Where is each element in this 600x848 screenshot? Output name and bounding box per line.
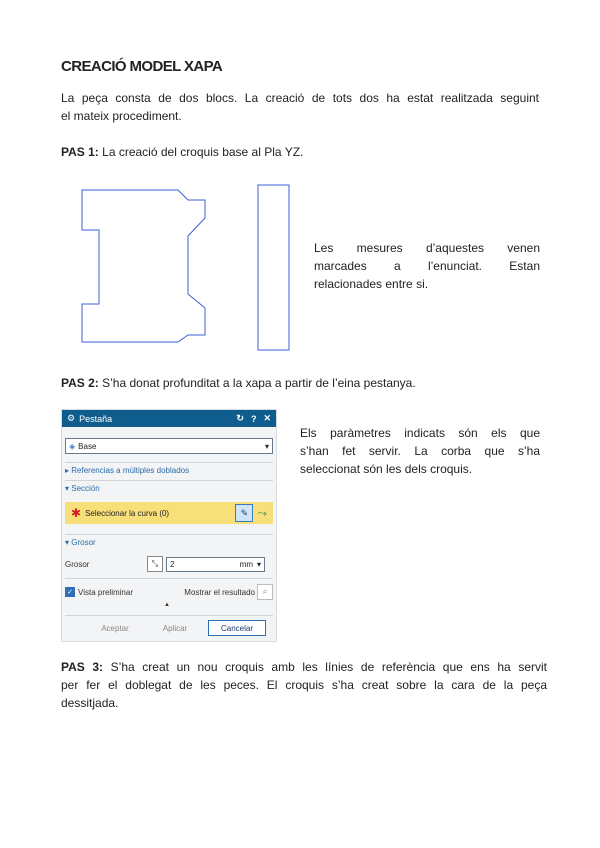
dialog-header [62, 410, 276, 427]
dialog-title: Pestaña [79, 413, 113, 424]
reset-icon[interactable]: ↻ [236, 413, 244, 423]
dialog-note-line-3: seleccionat són les dels croquis. [300, 462, 473, 476]
ref-section-toggle[interactable] [65, 466, 273, 475]
preview-label: Vista preliminar [78, 587, 133, 597]
sketch-profile-shape [82, 190, 205, 342]
thickness-unit: mm [239, 559, 253, 569]
thickness-input[interactable] [166, 557, 265, 572]
dialog-note-line-1: Els paràmetres indicats són els que [300, 426, 540, 440]
select-curve-label: Seleccionar la curva (0) [85, 508, 170, 518]
sketch-note-line-3: relacionades entre si. [314, 277, 429, 291]
chevron-down-icon: ▾ [264, 441, 269, 451]
step-2-label: PAS 2: [61, 376, 99, 390]
select-curve-row[interactable] [65, 502, 273, 524]
sketch-note-line-2: marcades a l’enunciat. Estan [314, 259, 540, 273]
step-3-line-2: per fer el doblegat de les peces. El croquis s’ha creat sobre la cara de la peça [61, 678, 547, 692]
dialog-note [300, 424, 540, 478]
base-select[interactable] [65, 438, 273, 454]
chevron-down-icon: ▾ [256, 559, 261, 569]
intro-line-2: el mateix procediment. [61, 109, 182, 123]
step-1-label: PAS 1: [61, 145, 99, 159]
step-3-line-1: S’ha creat un nou croquis amb les línies de referència que ens ha servit [110, 660, 547, 674]
base-icon: ◈ [69, 441, 76, 451]
ok-button[interactable]: Aceptar [101, 623, 129, 633]
intro-paragraph [61, 89, 539, 125]
section-toggle[interactable] [65, 484, 273, 493]
show-result-label[interactable]: Mostrar el resultado [184, 587, 255, 597]
step-2 [61, 374, 416, 392]
preview-row [65, 584, 273, 600]
curve-icon[interactable]: ⤳ [257, 505, 267, 520]
chevron-down-icon: ▾ [65, 484, 70, 493]
base-select-value: Base [78, 441, 97, 451]
sketch-note [314, 239, 540, 293]
thickness-label: Grosor [65, 559, 90, 569]
magnifier-icon[interactable]: ⌕ [257, 584, 273, 600]
help-icon[interactable]: ? [250, 413, 257, 424]
step-3-label: PAS 3: [61, 660, 104, 674]
sketch-note-line-1: Les mesures d’aquestes venen [314, 241, 540, 255]
intro-line-1: La peça consta de dos blocs. La creació de tots dos ha estat realitzada seguint [61, 91, 539, 105]
section-label: Sección [71, 484, 100, 493]
thickness-value: 2 [170, 559, 175, 569]
step-3-line-3: dessitjada. [61, 696, 119, 710]
step-1 [61, 143, 303, 161]
thickness-section-label: Grosor [71, 538, 96, 547]
sketch-select-button[interactable] [235, 504, 253, 522]
sketch-icon: ✎ [240, 507, 249, 518]
thickness-toggle[interactable] [65, 538, 273, 547]
thickness-row [65, 556, 273, 572]
apply-button[interactable]: Aplicar [162, 623, 188, 633]
dialog-note-line-2: s’han fet servir. La corba que s’ha [300, 444, 540, 458]
chevron-right-icon: ▸ [65, 466, 70, 475]
page-title: CREACIÓ MODEL XAPA [61, 58, 223, 75]
required-asterisk-icon: ✱ [71, 506, 82, 520]
ref-section-label: Referencias a múltiples doblados [71, 466, 190, 475]
close-icon[interactable]: ✕ [263, 413, 271, 423]
step-2-text: S’ha donat profunditat a la xapa a partir de l’eina pestanya. [102, 376, 416, 390]
chevron-down-icon: ▾ [65, 538, 70, 547]
step-3 [61, 658, 547, 712]
step-1-text: La creació del croquis base al Pla YZ. [102, 145, 304, 159]
tab-dialog [61, 409, 277, 642]
cancel-button[interactable]: Cancelar [208, 620, 266, 636]
collapse-arrow-icon[interactable]: ▲ [164, 602, 170, 608]
dimension-icon[interactable]: ⤡ [147, 556, 163, 572]
base-sketch [75, 180, 300, 355]
gear-icon: ⚙ [67, 413, 76, 423]
preview-checkbox[interactable]: ✓ [65, 587, 75, 597]
sketch-side-rect [258, 185, 289, 350]
